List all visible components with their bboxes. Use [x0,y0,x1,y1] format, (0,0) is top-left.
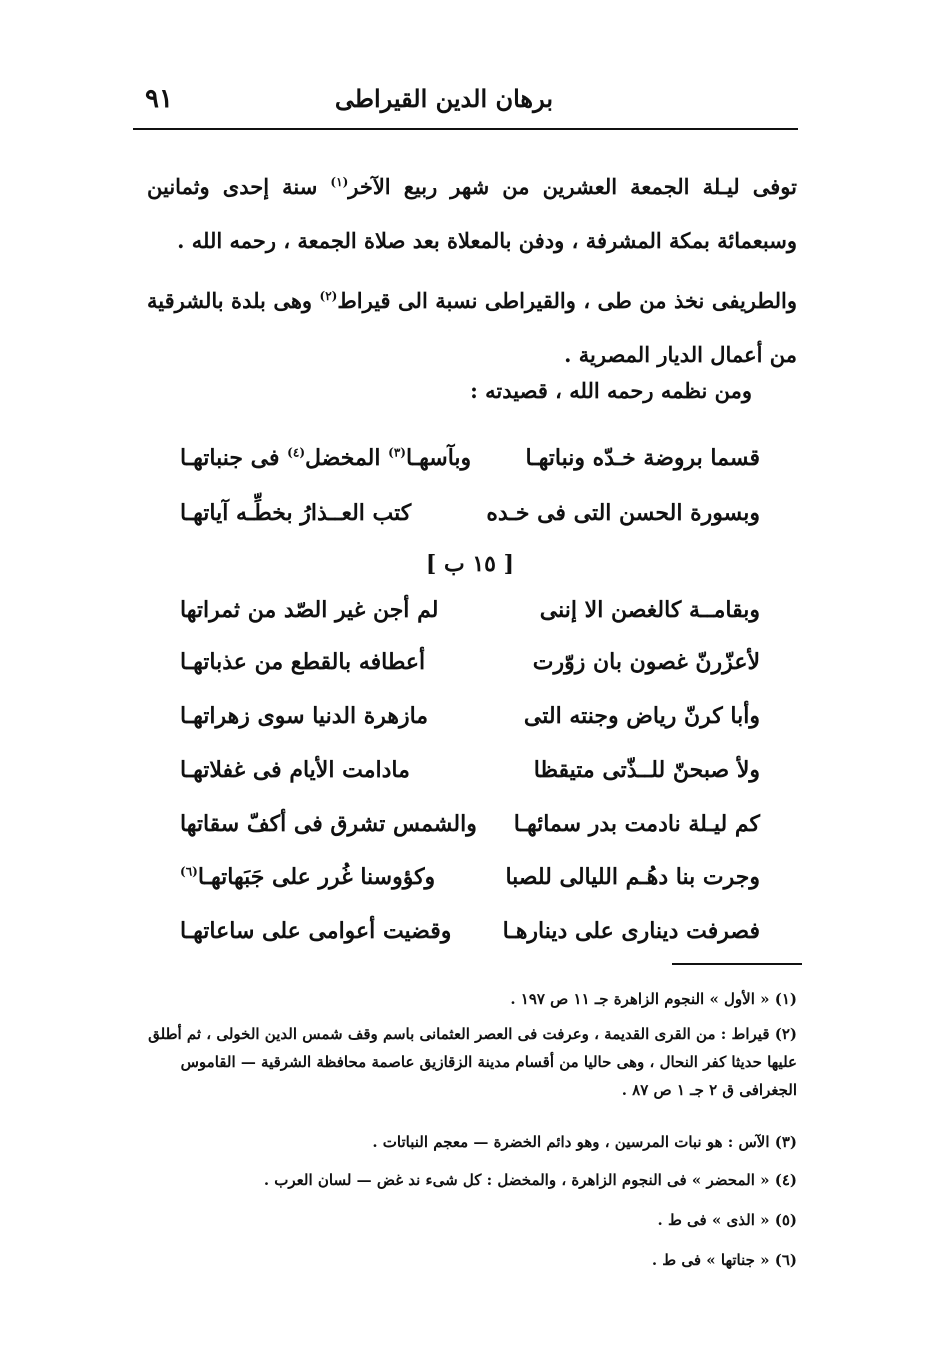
verse-second-hemistich [180,445,471,471]
verse-text: وكؤوسنا غُرر على جَبَهاتهـا [197,864,436,890]
poem-intro: ومن نظمه رحمه الله ، قصيدته : [470,378,752,403]
paragraph-text: والطريفى نخذ من طى ، والقيراطى نسبة الى قيراط [337,288,797,313]
folio-marker: [ ١٥ ب ] [425,551,515,577]
footnote-marker: (٣) [388,445,406,460]
paragraph-text: سنة إحدى وثمانين وسبعمائة بمكة المشرفة ، ودفن بالمعلاة بعد صلاة الجمعة ، رحمه الله . [147,174,797,253]
verse-text: المخضل [305,445,389,471]
verse-first-hemistich: وبسورة الحسن التى فى خـده [486,500,760,526]
verse-line [180,703,760,743]
footnote-6: (٦) « جناتها » فى ط . [651,1251,797,1269]
verse-line [180,864,760,904]
verse-first-hemistich: كم ليـلة نادمت بدر سمائهـا [513,811,760,837]
verse-first-hemistich: وجرت بنا دهُـم الليالى للصبا [505,864,760,890]
footnote-marker: (٤) [287,445,305,460]
verse-first-hemistich: وبقامــة كالغصن الا إننى [539,597,760,623]
verse-line [180,757,760,797]
footnote-2: (٢) قيراط : من القرى القديمة ، وعرفت فى العصر العثمانى باسم وقف شمس الدين الخولى ، ثم أطلق عليها حديثا كفر النحال ، وهى حاليا من أقسام مدينة الزقازيق عاصمة محافظة الشرقية — القاموس الجغرافى ق ٢ جـ ١ ص ٨٧ . [148,1025,797,1099]
footnote-rule [672,963,802,965]
verse-first-hemistich: قسما بروضة خـدّه ونباتهـا [525,445,760,471]
body-paragraph-1 [147,160,797,268]
footnote-1: (١) « الأول » النجوم الزاهرة جـ ١١ ص ١٩٧ . [510,990,797,1008]
verse-line [180,445,760,485]
paragraph-text: توفى ليـلة الجمعة العشرين من شهر ربيع الآخر [348,174,797,199]
paragraph-text: وهى بلدة بالشرقية من أعمال الديار المصرية . [147,288,797,367]
verse-text: فى جنباتهـا [180,445,288,471]
verse-first-hemistich: فصرفت دينارى على دينارهـا [502,918,760,944]
verse-second-hemistich [180,864,435,890]
running-title: برهان الدين القيراطى [334,84,553,113]
verse-line [180,811,760,851]
verse-line [180,918,760,958]
verse-text: وبآسهـا [405,445,472,471]
footnote-4: (٤) « المحضر » فى النجوم الزاهرة ، والمخضل : كل شىء ند غض — لسان العرب . [263,1171,797,1189]
footnote-marker: (١) [330,175,349,189]
verse-second-hemistich: مادامت الأيام فى غفلاتهـا [180,757,410,783]
footnote-marker: (٢) [319,289,338,303]
header-rule [133,128,798,130]
verse-second-hemistich: كتب العــذارُ بخطِّـه آياتهـا [180,500,412,526]
footnote-5: (٥) « الذى » فى ط . [657,1211,797,1229]
verse-second-hemistich: مازهرة الدنيا سوى زهراتهـا [180,703,429,729]
verse-second-hemistich: لم أجن غير الصّد من ثمراتها [180,597,439,623]
verse-line [180,500,760,540]
verse-second-hemistich: والشمس تشرق فى أكفّ سقاتها [180,811,477,837]
verse-second-hemistich: وقضيت أعوامى على ساعاتهـا [180,918,452,944]
body-paragraph-2 [147,274,797,382]
verse-second-hemistich: أعطافه بالقطع من عذباتهـا [180,649,426,675]
footnote-3: (٣) الآس : هو نبات المرسين ، وهو دائم الخضرة — معجم النباتات . [372,1133,797,1151]
page-number: ٩١ [145,84,173,114]
verse-line [180,597,760,637]
verse-first-hemistich: وأبا كرنّ رياض وجنته التى [523,703,760,729]
verse-line [180,649,760,689]
verse-first-hemistich: ولأ صبحنّ للــذّتى متيقظا [533,757,760,783]
page-header [133,84,798,124]
verse-first-hemistich: لأعزّرنّ غصون بان زوّرت [532,649,760,675]
footnote-marker: (٦) [180,864,198,879]
